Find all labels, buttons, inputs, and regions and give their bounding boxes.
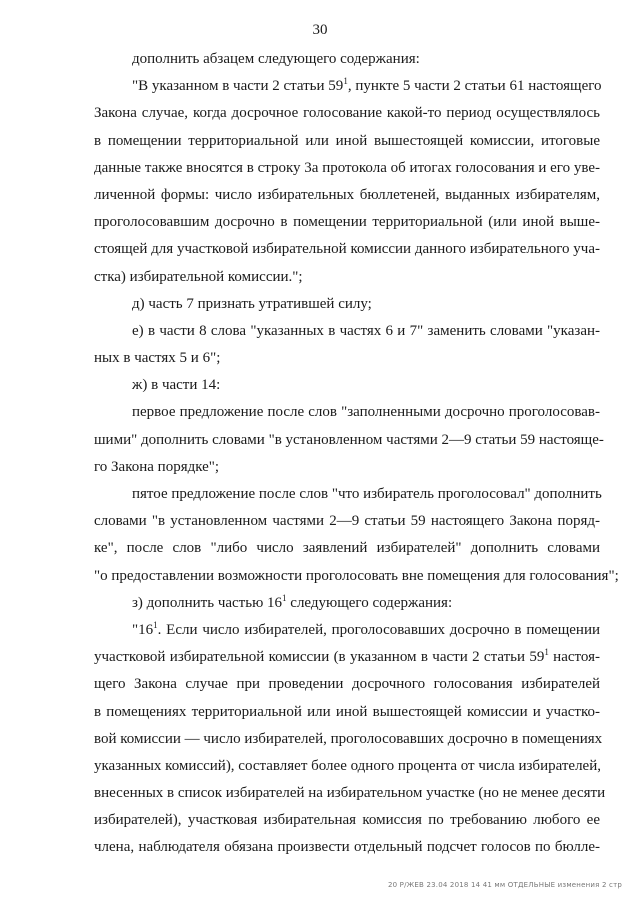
text-line (94, 644, 600, 671)
text-line: е) в части 8 слова "указанных в частях 6 и 7" заменить словами "указан- (132, 322, 600, 339)
text-line: избирателей), участковая избирательная комиссия по требованию любого ее (94, 812, 600, 829)
text-line: первое предложение после слов "заполненными досрочно проголосовав- (132, 404, 600, 421)
text-fragment: участковой избирательной комиссии (в указанном в части 2 статьи 59 (94, 649, 545, 666)
text-line: члена, наблюдателя обязана произвести отдельный подсчет голосов по бюлле- (94, 839, 600, 856)
text-fragment: следующего содержания: (286, 594, 453, 611)
text-fragment: "16 (132, 621, 154, 638)
text-fragment: . Если число избирателей, проголосовавших досрочно в помещении (157, 621, 600, 638)
text-line: личенной формы: число избирательных бюллетеней, выданных избирателям, (94, 186, 600, 203)
text-line: проголосовавшим досрочно в помещении территориальной (или иной выше- (94, 214, 600, 231)
superscript: 1 (343, 76, 348, 87)
text-line: го Закона порядке"; (94, 458, 220, 475)
superscript: 1 (153, 619, 158, 630)
text-line: стоящей для участковой избирательной комиссии данного избирательного уча- (94, 241, 600, 258)
text-line: в помещениях территориальной или иной вышестоящей комиссии и участко- (94, 703, 600, 720)
text-line: вой комиссии — число избирателей, проголосовавших досрочно в помещениях (94, 730, 603, 747)
page-number: 30 (312, 22, 328, 38)
text-line: словами "в установленном частями 2—9 статьи 59 настоящего Закона поряд- (94, 513, 600, 530)
text-line: Закона случае, когда досрочное голосование какой-то период осуществлялось (94, 105, 600, 122)
text-line: указанных комиссий), составляет более одного процента от числа избирателей, (94, 757, 601, 774)
text-line: "о предоставлении возможности проголосовать вне помещения для голосования"; (94, 567, 619, 584)
text-line (94, 73, 600, 100)
text-fragment: настоя- (548, 649, 600, 666)
text-line: данные также вносятся в строку 3а протокола об итогах голосования и его уве- (94, 159, 600, 176)
text-line: ных в частях 5 и 6"; (94, 350, 221, 367)
text-line: внесенных в список избирателей на избирательном участке (но не менее десяти (94, 785, 606, 802)
text-line: ж) в части 14: (132, 377, 221, 394)
text-line: щего Закона случае при проведении досрочного голосования избирателей (94, 676, 600, 693)
footer-stamp: 20 Р/ЖЕВ 23.04 2018 14 41 мм ОТДЕЛЬНЫЕ изменения 2 стр (387, 881, 622, 889)
text-line: в помещении территориальной или иной вышестоящей комиссии, итоговые (94, 132, 600, 149)
text-fragment: з) дополнить частью 16 (132, 594, 283, 611)
text-fragment: "В указанном в части 2 статьи 59 (132, 78, 344, 95)
text-line: ке", после слов "либо число заявлений избирателей" дополнить словами (94, 540, 600, 557)
text-line: дополнить абзацем следующего содержания: (132, 51, 420, 67)
superscript: 1 (282, 592, 287, 603)
text-line: шими" дополнить словами "в установленном частями 2—9 статьи 59 настояще- (94, 431, 604, 448)
text-line (94, 617, 600, 644)
text-line: стка) избирательной комиссии."; (94, 268, 303, 285)
text-line: пятое предложение после слов "что избиратель проголосовал" дополнить (132, 486, 602, 502)
superscript: 1 (544, 647, 549, 658)
document-body (94, 46, 619, 862)
text-line: д) часть 7 признать утратившей силу; (132, 295, 372, 312)
text-line (94, 590, 600, 617)
text-fragment: , пункте 5 части 2 статьи 61 настоящего (347, 78, 602, 95)
